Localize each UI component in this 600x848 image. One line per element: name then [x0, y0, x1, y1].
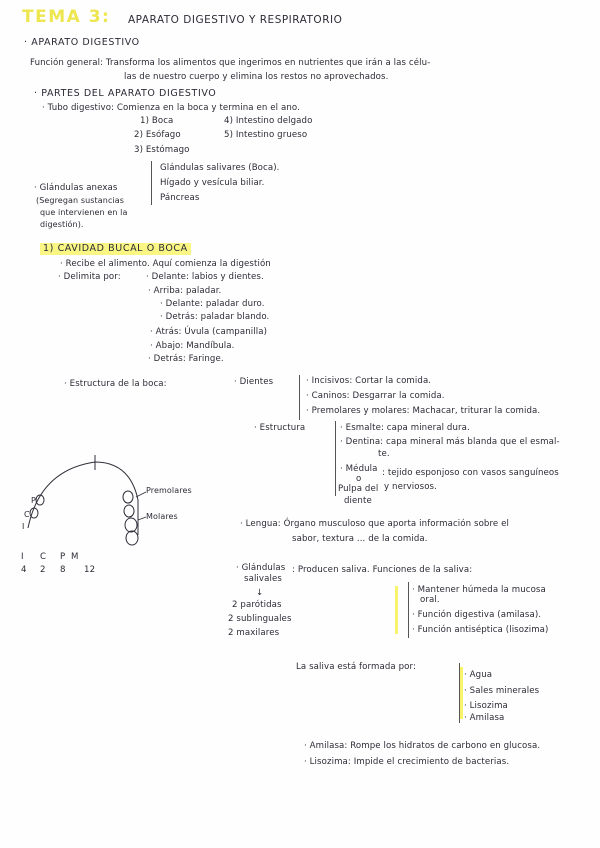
drawing-label: C — [24, 510, 30, 519]
list-item: · Función antiséptica (lisozima) — [412, 625, 549, 635]
list-item: · Premolares y molares: Machacar, triturar la comida. — [306, 406, 541, 416]
dental-formula-number: 2 — [40, 565, 46, 575]
list-item: · Agua — [464, 670, 493, 680]
text-line: · Estructura de la boca: — [64, 379, 167, 389]
text-line: y nerviosos. — [384, 482, 437, 492]
drawing-label: I — [22, 522, 25, 531]
arrow-glyph: ↓ — [256, 588, 264, 598]
page-title: TEMA 3: — [22, 7, 111, 27]
leader-line — [138, 517, 146, 520]
list-item: oral. — [420, 595, 440, 605]
drawing-label: Molares — [146, 512, 178, 521]
text-line: · Estructura — [254, 423, 306, 433]
list-item: · Atrás: Úvula (campanilla) — [150, 327, 268, 337]
list-item: 2 sublinguales — [228, 614, 292, 624]
text-line: La saliva está formada por: — [296, 662, 416, 672]
list-item: · Delante: paladar duro. — [160, 299, 265, 309]
text-line: : tejido esponjoso con vasos sanguíneos — [382, 468, 559, 478]
dental-formula-letter: M — [71, 552, 79, 562]
list-item: · Sales minerales — [464, 686, 540, 696]
list-item: · Delante: labios y dientes. — [146, 272, 264, 282]
text-line: · Amilasa: Rompe los hidratos de carbono en glucosa. — [304, 741, 541, 751]
text-line: salivales — [244, 574, 282, 584]
list-item: Glándulas salivares (Boca). — [160, 163, 280, 173]
text-line: · Glándulas — [236, 563, 286, 573]
drawing-label: P — [31, 496, 36, 505]
text-line: sabor, textura ... de la comida. — [292, 534, 428, 544]
list-item: · Esmalte: capa mineral dura. — [340, 423, 470, 433]
list-item: · Detrás: paladar blando. — [160, 312, 270, 322]
text-line: · Dientes — [234, 377, 274, 387]
list-item: 2) Esófago — [134, 130, 181, 140]
text-line: · Tubo digestivo: Comienza en la boca y termina en el ano. — [42, 103, 300, 113]
list-item: · Amilasa — [464, 713, 505, 723]
text-line: · Lisozima: Impide el crecimiento de bacterias. — [304, 757, 510, 767]
section-heading: · APARATO DIGESTIVO — [24, 37, 140, 48]
list-item: Páncreas — [160, 193, 200, 203]
list-item: 1) Boca — [140, 116, 174, 126]
list-item: · Médula — [340, 464, 378, 474]
text-line: (Segregan sustancias — [36, 196, 125, 205]
list-item: 4) Intestino delgado — [224, 116, 313, 126]
list-item: · Incisivos: Cortar la comida. — [306, 376, 432, 386]
list-item: Hígado y vesícula biliar. — [160, 178, 265, 188]
tooth-shape — [126, 531, 138, 545]
dental-formula-number: 4 — [21, 565, 27, 575]
list-item: · Abajo: Mandíbula. — [150, 341, 235, 351]
list-item: · Lisozima — [464, 701, 508, 711]
tooth-shape — [30, 508, 38, 518]
tooth-shape — [124, 505, 134, 517]
text-line: que intervienen en la — [40, 208, 128, 217]
text-line: : Producen saliva. Funciones de la saliva: — [292, 565, 473, 575]
arch-line — [28, 462, 138, 535]
leader-line — [136, 492, 146, 497]
list-item: 3) Estómago — [134, 145, 190, 155]
list-item: · Arriba: paladar. — [148, 286, 222, 296]
list-item: · Mantener húmeda la mucosa — [412, 585, 546, 595]
text-line: o — [356, 474, 362, 484]
dental-formula-number: 12 — [84, 565, 96, 575]
dental-formula-letter: I — [21, 552, 24, 562]
list-item: · Caninos: Desgarrar la comida. — [306, 391, 445, 401]
dental-formula-letter: C — [40, 552, 47, 562]
text-line: las de nuestro cuerpo y elimina los restos no aprovechados. — [124, 72, 389, 82]
page-subtitle: APARATO DIGESTIVO Y RESPIRATORIO — [128, 14, 343, 26]
list-item: · Función digestiva (amilasa). — [412, 610, 542, 620]
text-line: · Recibe el alimento. Aquí comienza la digestión — [60, 259, 271, 269]
text-line: diente — [344, 496, 372, 506]
dental-formula-letter: P — [60, 552, 66, 562]
text-line: Pulpa del — [338, 484, 379, 494]
text-line: digestión). — [40, 220, 84, 229]
list-item: 2 maxilares — [228, 628, 280, 638]
dental-formula-number: 8 — [60, 565, 66, 575]
section-heading-highlighted: 1) CAVIDAD BUCAL O BOCA — [40, 243, 191, 255]
drawing-label: Premolares — [146, 486, 192, 495]
text-line: Función general: Transforma los alimentos que ingerimos en nutrientes que irán a las célu- — [30, 58, 431, 68]
text-line: · Lengua: Órgano musculoso que aporta información sobre el — [240, 519, 510, 529]
section-heading: · PARTES DEL APARATO DIGESTIVO — [34, 88, 217, 99]
tooth-shape — [123, 491, 133, 503]
list-item: · Dentina: capa mineral más blanda que el esmal- — [340, 437, 560, 447]
list-item: · Detrás: Faringe. — [148, 354, 224, 364]
list-item: 2 parótidas — [232, 600, 282, 610]
text-line: · Delimita por: — [58, 272, 121, 282]
text-line: · Glándulas anexas — [34, 183, 118, 193]
list-item: 5) Intestino grueso — [224, 130, 308, 140]
tooth-shape — [125, 518, 137, 532]
list-item: te. — [378, 449, 390, 459]
